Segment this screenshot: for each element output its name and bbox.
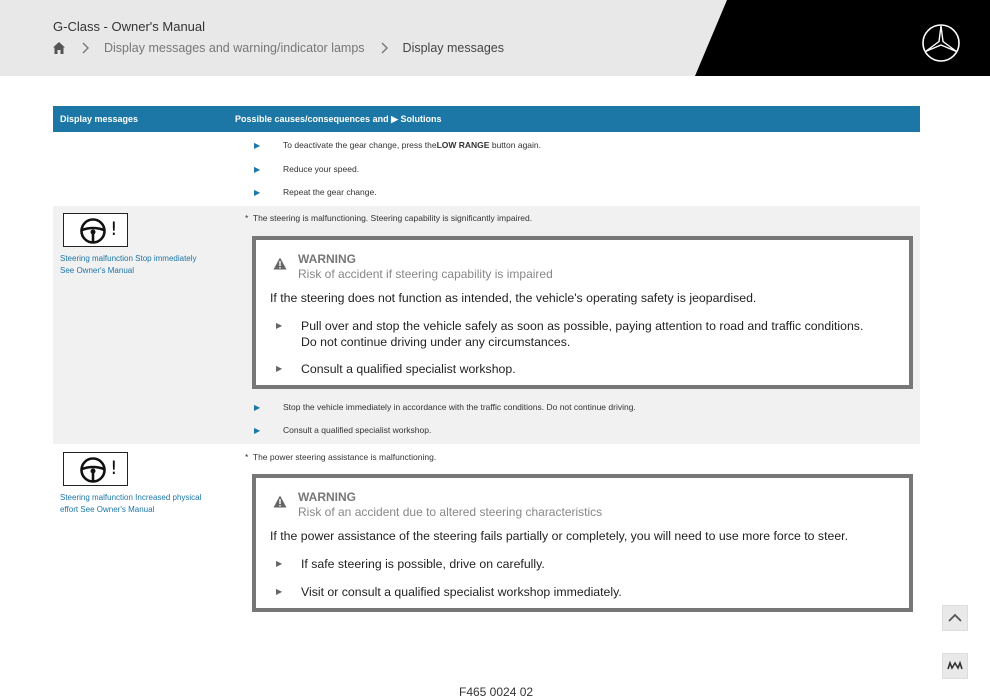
breadcrumb-item-display-messages-and-lamps[interactable]: Display messages and warning/indicator lamps	[104, 41, 365, 55]
steering-warning-display-icon	[63, 452, 128, 486]
steering-warning-display-icon	[63, 213, 128, 247]
arrow-right-icon: ▶	[254, 426, 261, 435]
caption-line: Steering malfunction Stop immediately	[60, 254, 197, 263]
step-text-suffix: button again.	[491, 140, 541, 150]
chevron-right-icon	[80, 42, 90, 54]
arrow-right-icon: ▶	[254, 403, 261, 412]
list-item	[254, 187, 377, 197]
warning-body: If the power assistance of the steering fails partially or completely, you will need to use more force to steer.	[270, 529, 849, 543]
warning-item: Visit or consult a qualified specialist workshop immediately.	[301, 585, 622, 599]
step-text: Reduce your speed.	[283, 164, 360, 174]
warning-title: WARNING	[298, 490, 356, 504]
arrow-right-icon: ▶	[276, 364, 283, 373]
car-icon	[943, 654, 967, 678]
cause-line: The power steering assistance is malfunctioning.	[252, 452, 437, 462]
figure-code: F465 0024 02	[459, 685, 534, 699]
warning-triangle-icon	[273, 257, 287, 270]
caption-line: See Owner's Manual	[60, 266, 135, 275]
warning-triangle-icon	[273, 495, 287, 508]
warning-subtitle: Risk of accident if steering capability is impaired	[298, 267, 553, 281]
asterisk-marker: *	[245, 213, 249, 223]
warning-box	[252, 474, 913, 612]
arrow-right-icon: ▶	[254, 141, 261, 150]
warning-item: If safe steering is possible, drive on carefully.	[301, 557, 545, 571]
caption-line: effort See Owner's Manual	[60, 505, 155, 514]
list-item	[254, 425, 432, 435]
header-bar	[0, 0, 990, 76]
chevron-up-icon	[943, 606, 967, 630]
mercedes-star-logo-icon	[921, 23, 961, 63]
warning-body: If the steering does not function as intended, the vehicle's operating safety is jeopardised.	[270, 291, 757, 305]
warning-title: WARNING	[298, 252, 356, 266]
arrow-right-icon: ▶	[276, 321, 283, 330]
display-message-caption	[60, 492, 201, 516]
steering-wheel-icon	[78, 217, 108, 245]
list-item	[254, 164, 360, 174]
step-text-bold: LOW RANGE	[436, 140, 490, 150]
cause-line: The steering is malfunctioning. Steering capability is significantly impaired.	[252, 213, 533, 223]
arrow-right-icon: ▶	[276, 559, 283, 568]
list-item	[254, 402, 636, 412]
caption-line: Steering malfunction Increased physical	[60, 493, 202, 502]
arrow-right-icon: ▶	[254, 165, 261, 174]
exclamation-mark: !	[110, 457, 118, 479]
breadcrumb-item-display-messages: Display messages	[402, 41, 504, 55]
arrow-right-icon: ▶	[276, 587, 283, 596]
breadcrumb	[52, 41, 518, 55]
table-header	[53, 106, 920, 132]
display-message-caption	[60, 253, 197, 277]
step-text-prefix: To deactivate the gear change, press the	[283, 140, 437, 150]
app-title: G-Class - Owner's Manual	[53, 19, 206, 34]
warning-item	[301, 318, 863, 350]
step-text: Repeat the gear change.	[283, 187, 377, 197]
cause-text	[245, 452, 436, 462]
warning-box	[252, 236, 913, 389]
asterisk-marker: *	[245, 452, 249, 462]
column-header-display-messages: Display messages	[60, 114, 139, 124]
warning-item: Consult a qualified specialist workshop.	[301, 362, 516, 376]
step-text: Consult a qualified specialist workshop.	[283, 425, 432, 435]
chevron-right-icon	[379, 42, 389, 54]
arrow-right-icon: ▶	[254, 188, 261, 197]
home-icon[interactable]	[52, 41, 66, 55]
list-item	[254, 140, 541, 150]
exclamation-mark: !	[110, 218, 118, 240]
column-header-causes-solutions: Possible causes/consequences and ▶ Solutions	[235, 114, 442, 124]
warning-subtitle: Risk of an accident due to altered steering characteristics	[298, 505, 603, 519]
steering-wheel-icon	[78, 456, 108, 484]
warning-item-line: Do not continue driving under any circumstances.	[301, 335, 571, 349]
cause-text	[245, 213, 532, 223]
step-text: Stop the vehicle immediately in accordance with the traffic conditions. Do not continue driving.	[283, 402, 636, 412]
warning-item-line: Pull over and stop the vehicle safely as soon as possible, paying attention to road and traffic conditions.	[301, 319, 864, 333]
cabriolet-view-button[interactable]	[942, 653, 968, 679]
scroll-to-top-button[interactable]	[942, 605, 968, 631]
